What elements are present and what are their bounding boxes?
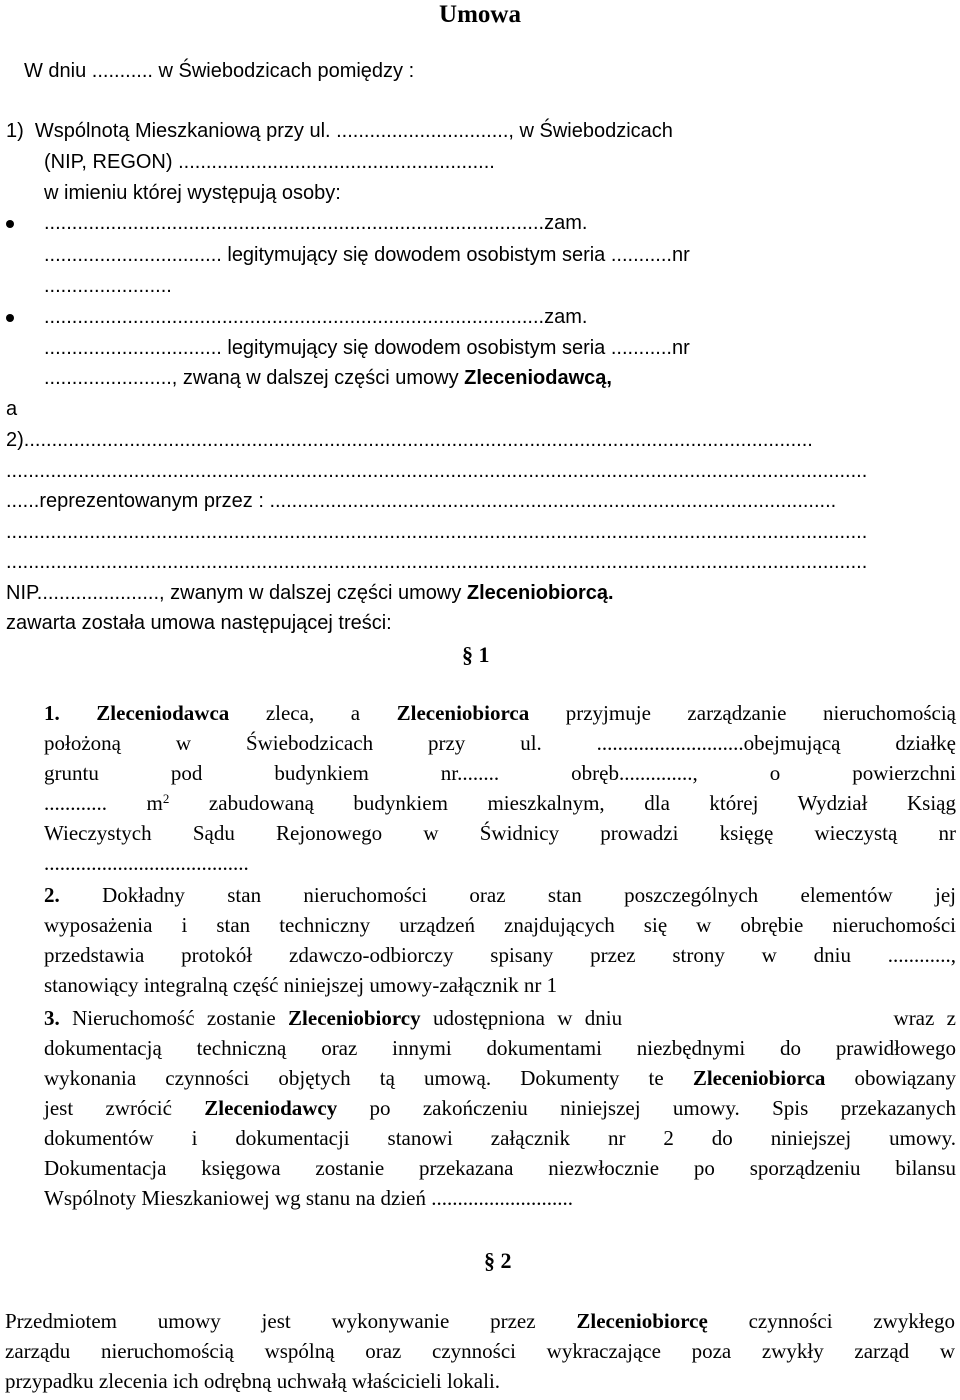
bullet-icon [6,220,14,228]
text-fragment: czynności zwykłego [707,1309,955,1333]
bullet-icon [6,314,14,322]
text-fragment: po zakończeniu niniejszej umowy. Spis przekazanych [337,1096,956,1120]
party2-line1: 2).............................................................................................................................................. [6,429,813,451]
person1-line3: ....................... [44,275,172,297]
text-fragment: udostępniona w dniu wraz z [420,1006,956,1030]
section-2-heading: § 2 [484,1248,512,1273]
person1-line2: ................................ legitymujący się dowodem osobistym seria ...........nr [44,244,690,266]
person1-line1: ..........................................................................................zam. [44,212,588,234]
party1-line2: (NIP, REGON) ......................................................... [44,151,495,173]
zleceniobiorca-term: Zleceniobiorcę [576,1309,708,1333]
person2-line3-text: ......................., zwaną w dalszej części umowy [44,367,465,389]
s2-row2: zarządu nieruchomością wspólną oraz czynności wykraczające poza zwykły zarząd w [5,1339,955,1363]
s2-row3: przypadku zlecenia ich odrębną uchwałą właścicieli lokali. [5,1369,501,1393]
conjunction-a: a [6,398,18,420]
party2-line5: ........................................................................................................................................................... [6,551,868,573]
text-fragment: zabudowaną budynkiem mieszkalnym, dla której Wydział Ksiąg [169,791,956,815]
text-fragment: Nieruchomość zostanie [59,1006,289,1030]
s1p1-row6: ....................................... [44,851,249,875]
zleceniodawca-term: Zleceniodawcy [204,1096,338,1120]
s2-row1 [5,1306,955,1336]
s1p1-row5: Wieczystych Sądu Rejonowego w Świdnicy prowadzi księgę wieczystą nr [44,821,956,845]
text-fragment: przyjmuje zarządzanie nieruchomością [529,701,956,725]
s1p3-row2: dokumentacją techniczną oraz innymi dokumentami niezbędnymi do prawidłowego [44,1036,956,1060]
s1p1-row2: położoną w Świebodzicach przy ul. ............................obejmującą działkę [44,731,956,755]
s1p2-row3: przedstawia protokół zdawczo-odbiorczy spisany przez strony w dniu ............, [44,943,956,967]
s1p1-row4 [44,788,956,818]
s1p3-row1 [44,1003,956,1033]
person2-line3 [44,363,612,393]
section2-paragraph [5,1306,955,1396]
s1p3-row5: dokumentów i dokumentacji stanowi załącznik nr 2 do niniejszej umowy. [44,1126,956,1150]
item-number: 1. [44,701,97,725]
s1p1-row1 [44,698,956,728]
person2-line2: ................................ legitymujący się dowodem osobistym seria ...........nr [44,337,690,359]
s1p3-row7: Wspólnoty Mieszkaniowej wg stanu na dzień ........................... [44,1186,573,1210]
zleceniobiorca-term: Zleceniobiorca [396,701,530,725]
zleceniobiorca-term: Zleceniobiorcą. [466,582,614,604]
s1p1-row3: gruntu pod budynkiem nr........ obręb.............., o powierzchni [44,761,956,785]
s1p2-row1 [44,880,956,910]
s1p3-row6: Dokumentacja księgowa zostanie przekazana niezwłocznie po sporządzeniu bilansu [44,1156,956,1180]
zleceniodawca-term: Zleceniodawca [96,701,230,725]
text-fragment: zleca, a [229,701,397,725]
section1-paragraph2 [44,880,956,1000]
party2-nip-text: NIP......................, zwanym w dalszej części umowy [6,582,467,604]
item-number: 2. [44,883,60,907]
party2-line2: ........................................................................................................................................................... [6,460,868,482]
item-number: 3. [44,1006,60,1030]
text-fragment: jest zwrócić [44,1096,205,1120]
text-fragment: Dokładny stan nieruchomości oraz stan poszczególnych elementów jej [59,883,956,907]
text-fragment: obowiązany [825,1066,956,1090]
party1-representatives-label: w imieniu której występują osoby: [44,182,341,204]
text-fragment: ............ m [44,791,163,815]
zleceniobiorca-term: Zleceniobiorca [692,1066,826,1090]
intro-line: W dniu ........... w Świebodzicach pomiędzy : [24,60,415,82]
person2-line1: ..........................................................................................zam. [44,306,588,328]
party2-representative-line: ......reprezentowanym przez : ...................................................................................................... [6,490,837,512]
s1p3-row4 [44,1093,956,1123]
s1p2-row2: wyposażenia i stan techniczny urządzeń znajdujących się w obrębie nieruchomości [44,913,956,937]
zleceniodawca-term: Zleceniodawcą, [464,367,612,389]
s1p3-row3 [44,1063,956,1093]
text-fragment: Przedmiotem umowy jest wykonywanie przez [5,1309,577,1333]
contract-preamble: zawarta została umowa następującej treści: [6,612,392,634]
party2-nip-line [6,578,614,608]
section1-paragraph1 [44,698,956,878]
zleceniobiorca-term: Zleceniobiorcy [288,1006,421,1030]
text-fragment: wykonania czynności objętych tą umową. Dokumenty te [44,1066,693,1090]
document-title: Umowa [439,1,521,28]
party1-line1: 1) Wspólnotą Mieszkaniową przy ul. ..............................., w Świebodzicach [6,120,673,142]
party2-line4: ........................................................................................................................................................... [6,521,868,543]
section-1-heading: § 1 [462,642,490,667]
section1-paragraph3 [44,1003,956,1213]
s1p2-row4: stanowiący integralną część niniejszej umowy-załącznik nr 1 [44,973,558,997]
square-superscript: 2 [162,791,170,806]
